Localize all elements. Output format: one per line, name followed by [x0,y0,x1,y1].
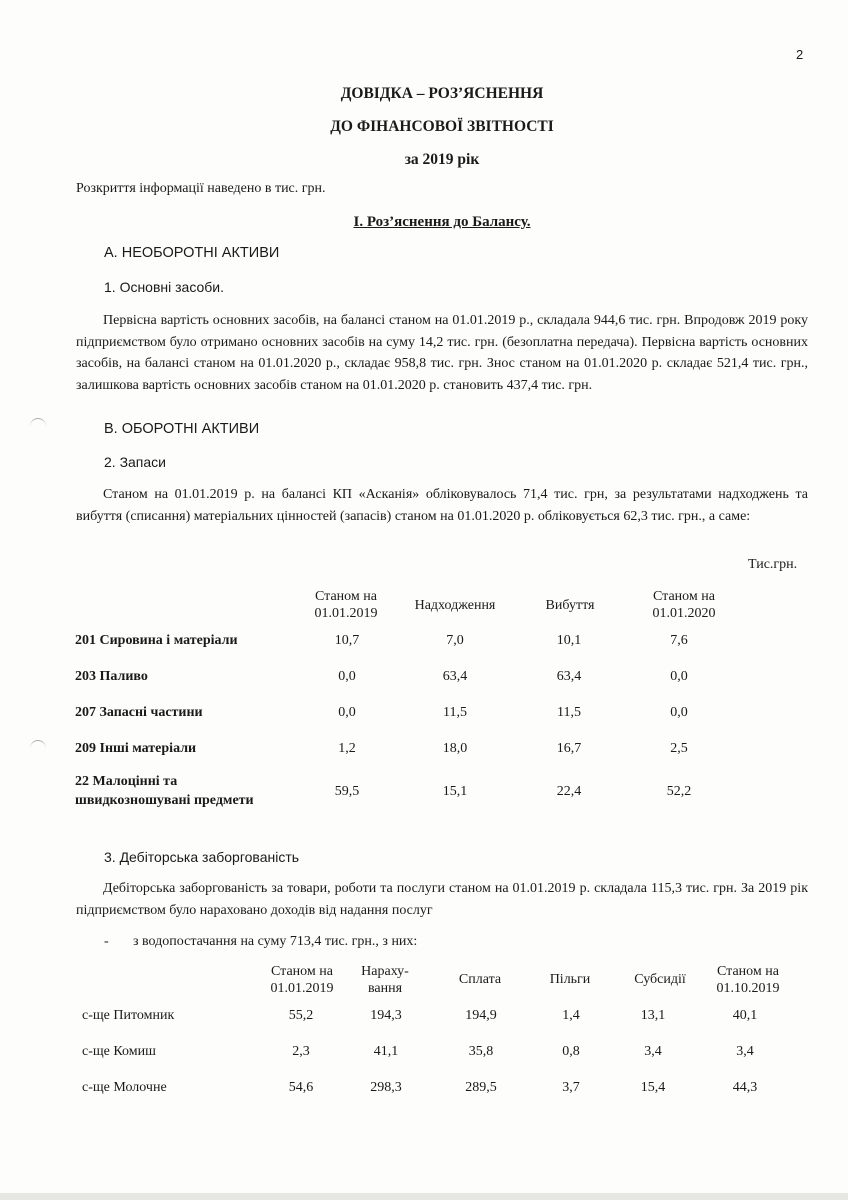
cell-value: 16,7 [556,741,582,756]
cell-value: 0,0 [338,669,356,684]
cell-value: 63,4 [556,669,582,684]
row-label: 22 Малоцінні та швидкозношувані предмети [75,774,254,808]
partA-sub1: 1. Основні засоби. [104,279,225,295]
bullet-text: з водопостачання на суму 713,4 тис. грн., з них: [133,934,418,949]
doc-title-line1: ДОВІДКА – РОЗ’ЯСНЕННЯ [340,85,544,102]
scan-bottom-edge [0,1193,848,1200]
scan-mark [30,740,46,757]
row-label: с-ще Комиш [82,1044,156,1059]
cell-value: 13,1 [640,1008,666,1023]
cell-value: 10,7 [334,633,360,648]
row-label: с-ще Питомник [82,1008,175,1023]
page-number: 2 [796,47,804,62]
partB-heading: В. ОБОРОТНІ АКТИВИ [104,421,260,437]
row-label: 201 Сировина і матеріали [75,633,238,648]
water-header-col3: Сплата [458,972,502,987]
stock-header-col1: Станом на 01.01.2019 [314,589,378,621]
cell-value: 2,5 [670,741,688,756]
water-header-col2: Нараху-вання [361,964,409,996]
row-label: 203 Паливо [75,669,148,684]
cell-value: 54,6 [288,1080,314,1095]
stock-header-col2: Надходження [414,598,496,613]
cell-value: 3,4 [736,1044,754,1059]
cell-value: 1,4 [562,1008,580,1023]
water-header-col6: Станом на 01.10.2019 [716,964,780,996]
cell-value: 22,4 [556,784,582,799]
part3-heading: 3. Дебіторська заборгованість [104,849,300,865]
cell-value: 2,3 [292,1044,310,1059]
partA-heading: А. НЕОБОРОТНІ АКТИВИ [104,245,280,261]
cell-value: 15,4 [640,1080,666,1095]
cell-value: 0,8 [562,1044,580,1059]
cell-value: 59,5 [334,784,360,799]
cell-value: 298,3 [370,1080,402,1095]
cell-value: 52,2 [666,784,692,799]
cell-value: 35,8 [468,1044,494,1059]
cell-value: 194,3 [370,1008,402,1023]
cell-value: 289,5 [465,1080,497,1095]
water-header-col5: Субсидії [634,972,686,987]
cell-value: 55,2 [288,1008,314,1023]
cell-value: 11,5 [557,705,581,720]
cell-value: 0,0 [338,705,356,720]
doc-title-line2: ДО ФІНАНСОВОЇ ЗВІТНОСТІ [330,118,554,135]
scan-mark [30,418,46,435]
row-label: с-ще Молочне [82,1080,167,1095]
cell-value: 44,3 [732,1080,758,1095]
cell-value: 0,0 [670,669,688,684]
unit-label: Тис.грн. [748,557,798,572]
stock-header-col3: Вибуття [545,598,595,613]
part3-paragraph: Дебіторська заборгованість за товари, роботи та послуги станом на 01.01.2019 р. складала 115,3 тис. грн. За 2019 рік підприємством було нараховано доходів від надання послуг [76,881,808,918]
cell-value: 63,4 [442,669,468,684]
cell-value: 3,4 [644,1044,662,1059]
cell-value: 7,0 [446,633,464,648]
water-header-col4: Пільги [549,972,591,987]
stock-header-col4: Станом на 01.01.2020 [652,589,716,621]
doc-title-line3: за 2019 рік [404,151,480,168]
cell-value: 0,0 [670,705,688,720]
partB-paragraph: Станом на 01.01.2019 р. на балансі КП «Асканія» обліковувалось 71,4 тис. грн, за результатами надходжень та вибуття (списання) матеріальних цінностей (запасів) станом на 01.01.2020 р. обліковується 62,3 тис. грн., а саме: [76,487,808,524]
bullet-dash: - [104,934,109,949]
cell-value: 1,2 [338,741,356,756]
cell-value: 41,1 [373,1044,399,1059]
partB-sub2: 2. Запаси [104,454,166,470]
row-label: 209 Інші матеріали [75,741,197,756]
intro-text: Розкриття інформації наведено в тис. грн. [76,181,326,196]
cell-value: 11,5 [443,705,467,720]
cell-value: 10,1 [556,633,582,648]
partA-paragraph: Первісна вартість основних засобів, на балансі станом на 01.01.2019 р., складала 944,6 тис. грн. Впродовж 2019 року підприємством було отримано основних засобів на суму 14,2 тис. грн. (безоплатна передача). Первісна вартість основних засобів, на балансі станом на 01.01.2020 р., складає 958,8 тис. грн. Знос станом на 01.01.2020 р. складає 521,4 тис. грн., залишкова вартість основних засобів станом на 01.01.2020 р. становить 437,4 тис. грн. [76,313,808,393]
row-label: 207 Запасні частини [75,705,203,720]
cell-value: 194,9 [465,1008,497,1023]
cell-value: 15,1 [442,784,468,799]
cell-value: 3,7 [562,1080,580,1095]
cell-value: 18,0 [442,741,468,756]
cell-value: 7,6 [670,633,688,648]
cell-value: 40,1 [732,1008,758,1023]
section1-title: І. Роз’яснення до Балансу. [353,214,531,230]
water-header-col1: Станом на 01.01.2019 [270,964,334,996]
